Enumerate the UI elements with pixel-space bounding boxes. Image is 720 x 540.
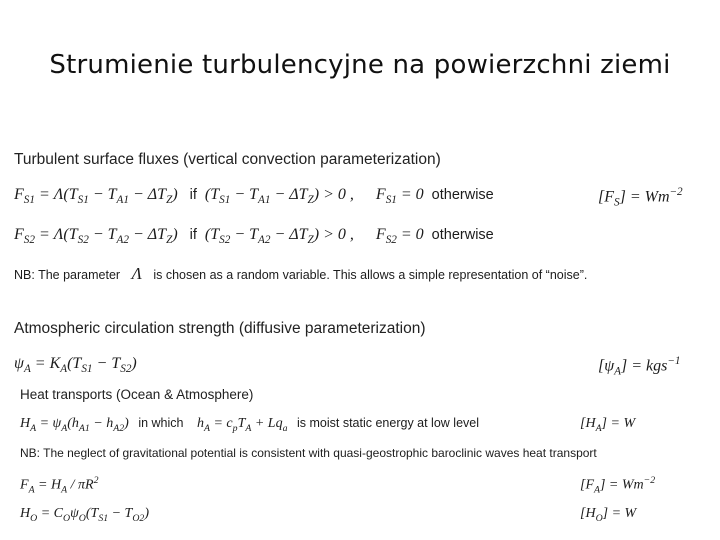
eq-if: if bbox=[189, 187, 197, 203]
eq-else: $F_{S2} = 0$ bbox=[375, 226, 424, 247]
heat-note: NB: The neglect of gravitational potential is consistent with quasi-geostrophic baroclinic waves heat transport bbox=[20, 446, 597, 460]
eq-lhs: $F_{S1} = \Lambda(T_{S1} - T_{A1} - \Delta T_Z)$ bbox=[14, 186, 178, 207]
heat-unit-3: $[H_O] = W$ bbox=[580, 506, 637, 524]
eq-if: if bbox=[189, 227, 197, 243]
eq-otherwise: otherwise bbox=[431, 187, 494, 203]
circulation-heading: Atmospheric circulation strength (diffusive parameterization) bbox=[14, 320, 426, 337]
eq-cond: $(T_{S1} - T_{A1} - \Delta T_Z) > 0$ , bbox=[204, 186, 354, 207]
lambda-symbol: Λ bbox=[131, 264, 142, 283]
fluxes-heading: Turbulent surface fluxes (vertical convection parameterization) bbox=[14, 151, 441, 168]
page-title: Strumienie turbulencyjne na powierzchni ziemi bbox=[49, 50, 671, 80]
eq-cond: $(T_{S2} - T_{A2} - \Delta T_Z) > 0$ , bbox=[204, 226, 354, 247]
heat-unit-2: $[F_A] = Wm^{-2}$ bbox=[580, 475, 656, 496]
heat-unit-1: $[H_A] = W$ bbox=[580, 416, 636, 434]
note-prefix: NB: The parameter bbox=[14, 268, 121, 282]
flux-equation-1 bbox=[14, 186, 494, 206]
note-suffix: is chosen as a random variable. This allows a simple representation of “noise”. bbox=[153, 268, 588, 282]
heat-heading: Heat transports (Ocean & Atmosphere) bbox=[20, 387, 254, 402]
flux-unit: $[F_S] = Wm^{-2}$ bbox=[598, 186, 683, 209]
heat-equation-3: $H_O = C_O\psi_O(T_{S1} - T_{O2})$ bbox=[20, 506, 149, 524]
moist-energy-def: $h_A = c_pT_A + Lq_a$ bbox=[197, 416, 288, 434]
circulation-unit: $[\psi_A] = kgs^{-1}$ bbox=[598, 355, 681, 378]
circulation-equation: $\psi_A = K_A(T_{S1} - T_{S2})$ bbox=[14, 355, 137, 376]
flux-note bbox=[14, 264, 587, 284]
eq-otherwise: otherwise bbox=[431, 227, 494, 243]
eq-lhs: $F_{S2} = \Lambda(T_{S2} - T_{A2} - \Delta T_Z)$ bbox=[14, 226, 178, 247]
eq-lhs: $H_A = \psi_A(h_{A1} - h_{A2})$ bbox=[20, 416, 129, 434]
heat-equation-2: $F_A = H_A / \pi R^2$ bbox=[20, 475, 99, 496]
flux-equation-2 bbox=[14, 226, 494, 246]
moist-energy-desc: is moist static energy at low level bbox=[296, 416, 479, 430]
eq-else: $F_{S1} = 0$ bbox=[375, 186, 424, 207]
heat-equation-1 bbox=[20, 416, 479, 434]
in-which-text: in which bbox=[138, 416, 184, 430]
